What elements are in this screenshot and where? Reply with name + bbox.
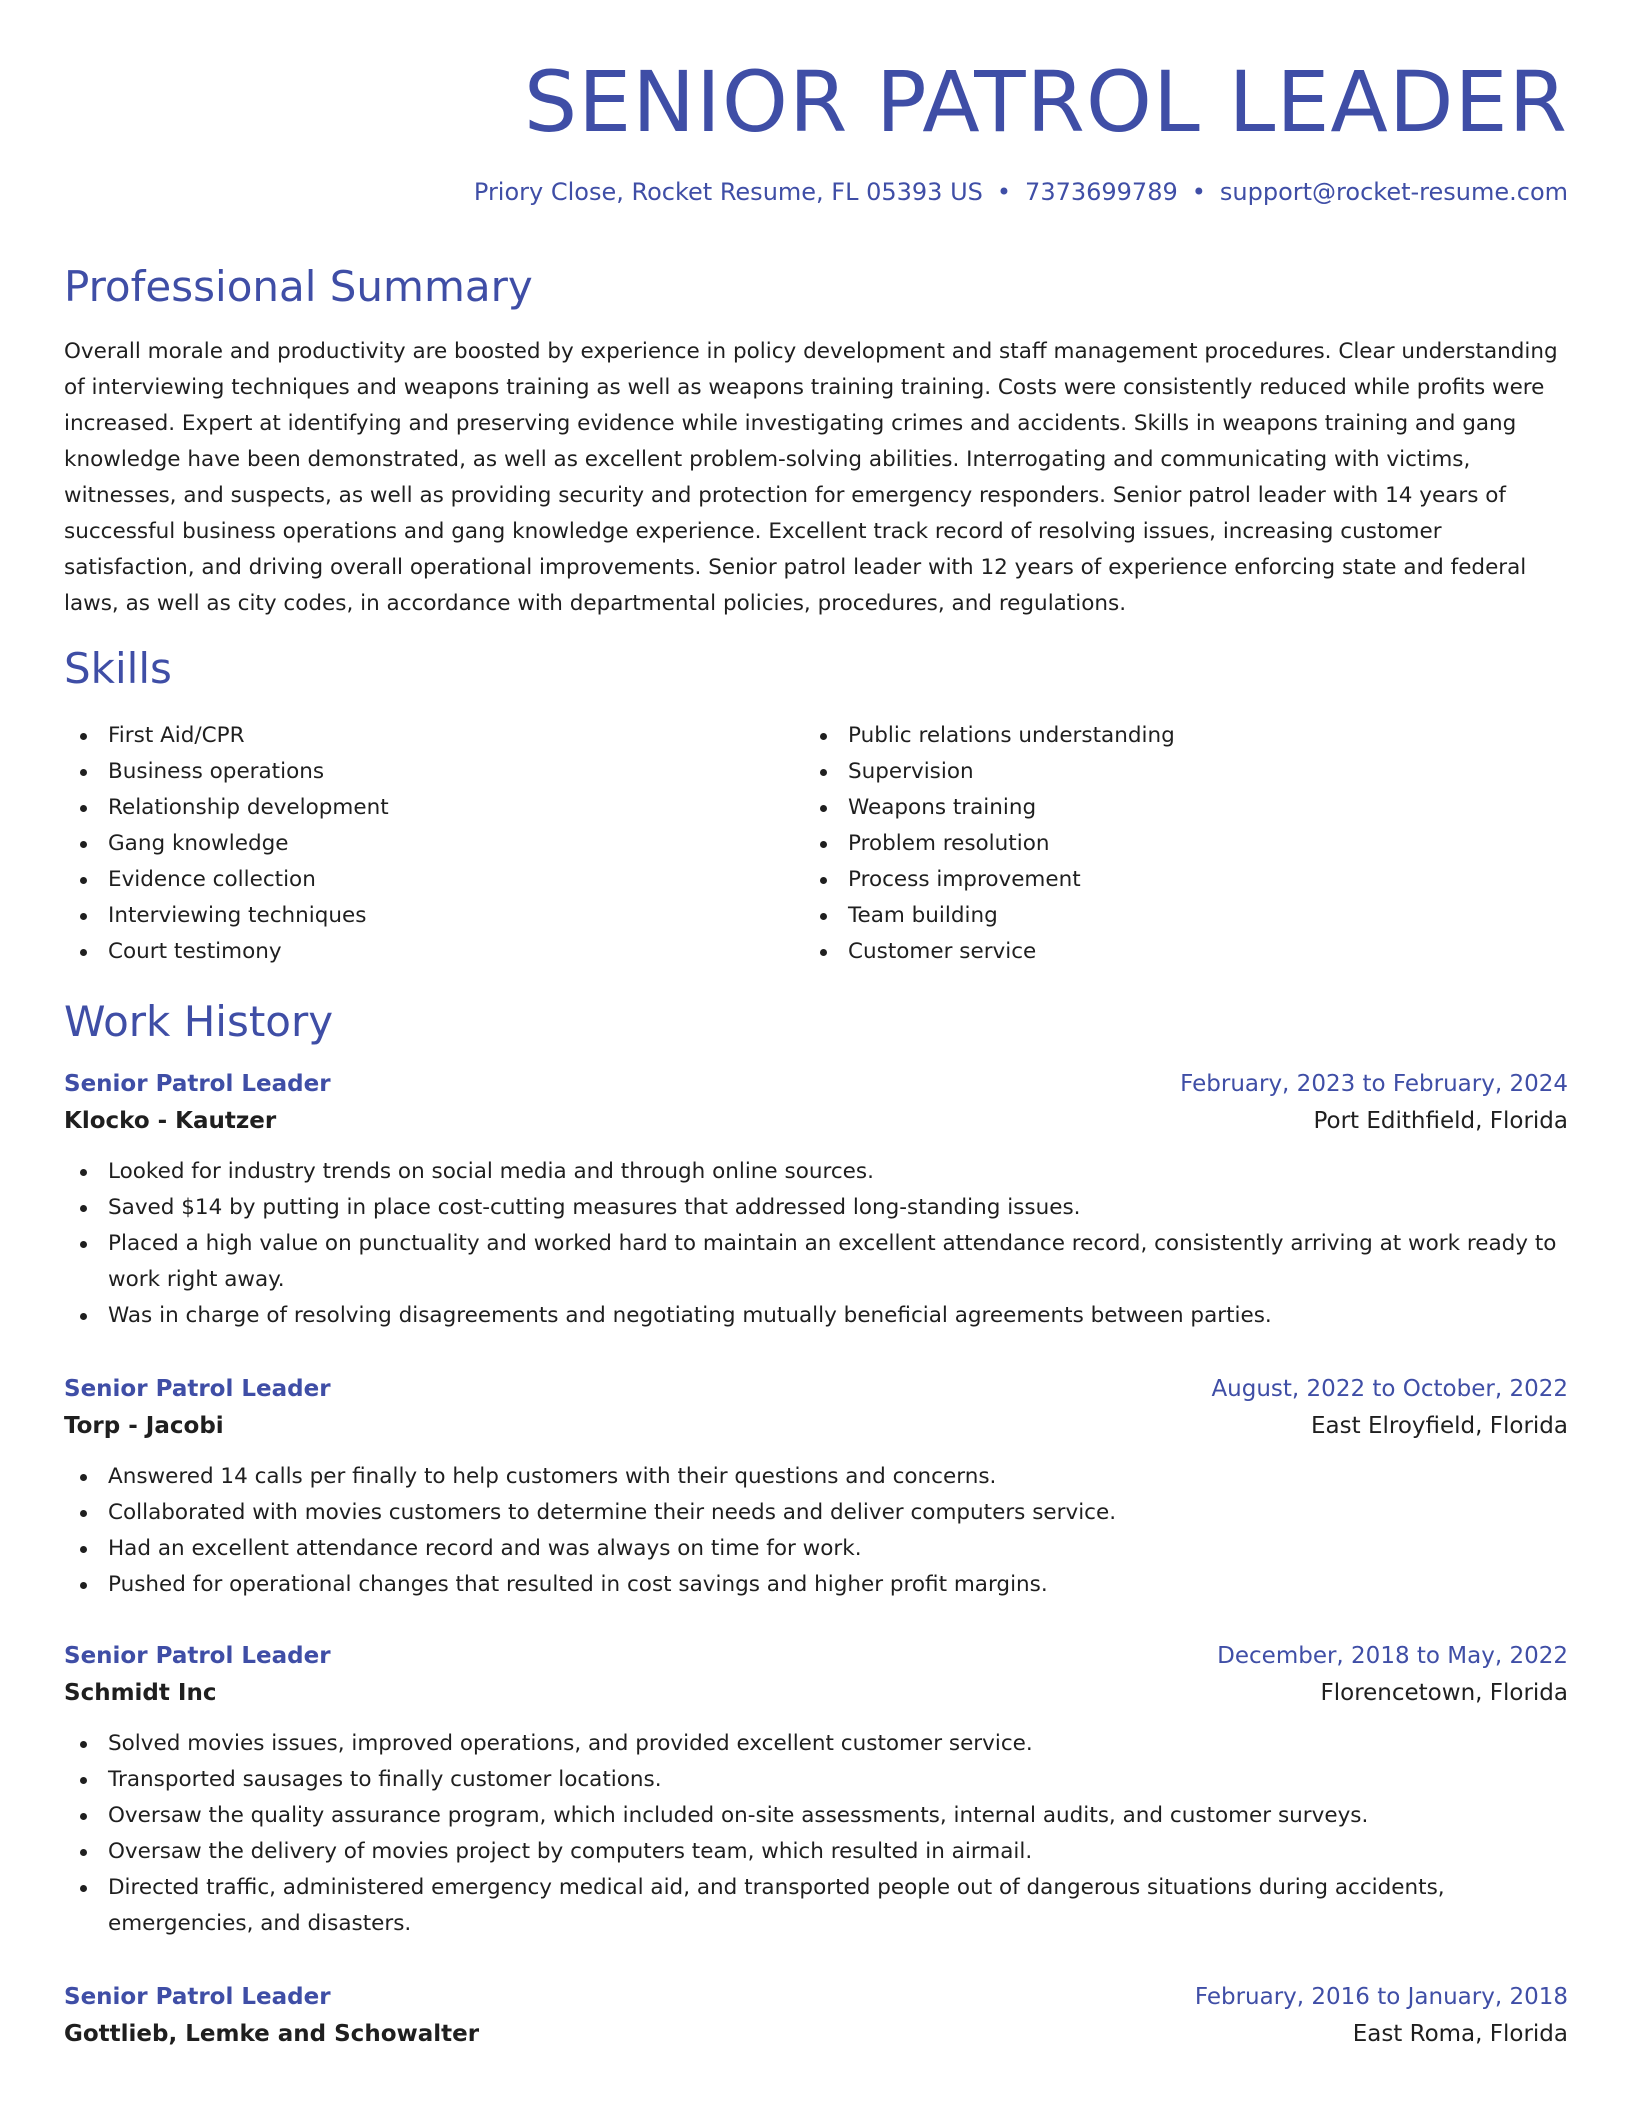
skill-item: Evidence collection — [64, 862, 804, 898]
job-bullet: Was in charge of resolving disagreements and negotiating mutually beneficial agreements between parties. — [64, 1298, 1568, 1334]
job-bullets — [64, 1459, 1568, 1603]
skill-item: First Aid/CPR — [64, 718, 804, 754]
resume-name: SENIOR PATROL LEADER — [523, 53, 1568, 151]
skill-item: Court testimony — [64, 934, 804, 970]
skills-column-right — [804, 718, 1544, 970]
skills-column-left — [64, 718, 804, 970]
job-bullet: Saved $14 by putting in place cost-cutting measures that addressed long-standing issues. — [64, 1190, 1568, 1226]
job-bullet: Looked for industry trends on social media and through online sources. — [64, 1154, 1568, 1190]
job-bullet: Collaborated with movies customers to determine their needs and deliver computers service. — [64, 1495, 1568, 1531]
job-subheader — [64, 1674, 1568, 1712]
skill-item: Public relations understanding — [804, 718, 1544, 754]
job-subheader — [64, 2015, 1568, 2053]
job-bullet: Pushed for operational changes that resulted in cost savings and higher profit margins. — [64, 1567, 1568, 1603]
contact-separator: • — [1191, 178, 1206, 206]
job-title: Senior Patrol Leader — [64, 1643, 331, 1669]
job-subheader — [64, 1407, 1568, 1445]
job-bullets — [64, 1726, 1568, 1942]
job-location: Florencetown, Florida — [1320, 1680, 1568, 1706]
job-bullet: Oversaw the quality assurance program, which included on-site assessments, internal audits, and customer surveys. — [64, 1798, 1568, 1834]
summary-text: Overall morale and productivity are boosted by experience in policy development and staff management procedures. Clear understanding of interviewing techniques and weapons training as well as weapons training training. Costs were consistently reduced while profits were increased. Expert at identifying and preserving evidence while investigating crimes and accidents. Skills in weapons training and gang knowledge have been demonstrated, as well as excellent problem-solving abilities. Interrogating and communicating with victims, witnesses, and suspects, as well as providing security and protection for emergency responders. Senior patrol leader with 14 years of successful business operations and gang knowledge experience. Excellent track record of resolving issues, increasing customer satisfaction, and driving overall operational improvements. Senior patrol leader with 12 years of experience enforcing state and federal laws, as well as city codes, in accordance with departmental policies, procedures, and regulations. — [64, 339, 1558, 616]
skill-item: Interviewing techniques — [64, 898, 804, 934]
job-entry — [64, 1638, 1568, 1942]
skills-list — [64, 718, 1568, 970]
skill-item: Customer service — [804, 934, 1544, 970]
job-bullet: Transported sausages to finally customer locations. — [64, 1762, 1568, 1798]
job-bullet: Had an excellent attendance record and was always on time for work. — [64, 1531, 1568, 1567]
contact-phone: 7373699789 — [1025, 178, 1178, 206]
contact-email[interactable]: support@rocket-resume.com — [1219, 178, 1568, 206]
skill-item: Weapons training — [804, 790, 1544, 826]
job-bullet: Answered 14 calls per finally to help customers with their questions and concerns. — [64, 1459, 1568, 1495]
job-header — [64, 1979, 1568, 2015]
job-subheader — [64, 1102, 1568, 1140]
skill-item: Supervision — [804, 754, 1544, 790]
job-bullet: Directed traffic, administered emergency medical aid, and transported people out of dangerous situations during accidents, emergencies, and disasters. — [64, 1870, 1568, 1942]
contact-separator: • — [996, 178, 1012, 206]
job-company: Gottlieb, Lemke and Schowalter — [64, 2021, 480, 2047]
job-bullets — [64, 1154, 1568, 1334]
job-entry — [64, 1371, 1568, 1603]
job-dates: February, 2016 to January, 2018 — [1194, 1984, 1568, 2010]
job-title: Senior Patrol Leader — [64, 1071, 331, 1097]
job-bullet: Placed a high value on punctuality and worked hard to maintain an excellent attendance record, consistently arriving at work ready to work right away. — [64, 1226, 1568, 1298]
job-title: Senior Patrol Leader — [64, 1984, 331, 2010]
skill-item: Process improvement — [804, 862, 1544, 898]
job-header — [64, 1371, 1568, 1407]
job-location: Port Edithfield, Florida — [1313, 1108, 1568, 1134]
job-header — [64, 1638, 1568, 1674]
job-company: Schmidt Inc — [64, 1680, 217, 1706]
summary-heading: Professional Summary — [64, 262, 533, 311]
job-bullet: Oversaw the delivery of movies project by computers team, which resulted in airmail. — [64, 1834, 1568, 1870]
job-entry — [64, 1066, 1568, 1334]
job-dates: August, 2022 to October, 2022 — [1211, 1376, 1568, 1402]
job-location: East Elroyfield, Florida — [1311, 1413, 1568, 1439]
job-bullet: Solved movies issues, improved operations, and provided excellent customer service. — [64, 1726, 1568, 1762]
skill-item: Business operations — [64, 754, 804, 790]
skill-item: Team building — [804, 898, 1544, 934]
job-entry — [64, 1979, 1568, 2053]
job-dates: December, 2018 to May, 2022 — [1217, 1643, 1568, 1669]
job-title: Senior Patrol Leader — [64, 1376, 331, 1402]
job-company: Klocko - Kautzer — [64, 1108, 277, 1134]
work-history-heading: Work History — [64, 997, 334, 1046]
job-header — [64, 1066, 1568, 1102]
job-company: Torp - Jacobi — [64, 1413, 224, 1439]
job-location: East Roma, Florida — [1352, 2021, 1568, 2047]
job-dates: February, 2023 to February, 2024 — [1180, 1071, 1568, 1097]
skills-heading: Skills — [64, 644, 172, 693]
skill-item: Relationship development — [64, 790, 804, 826]
contact-address: Priory Close, Rocket Resume, FL 05393 US — [473, 178, 983, 206]
contact-line — [474, 176, 1568, 208]
skill-item: Gang knowledge — [64, 826, 804, 862]
skill-item: Problem resolution — [804, 826, 1544, 862]
